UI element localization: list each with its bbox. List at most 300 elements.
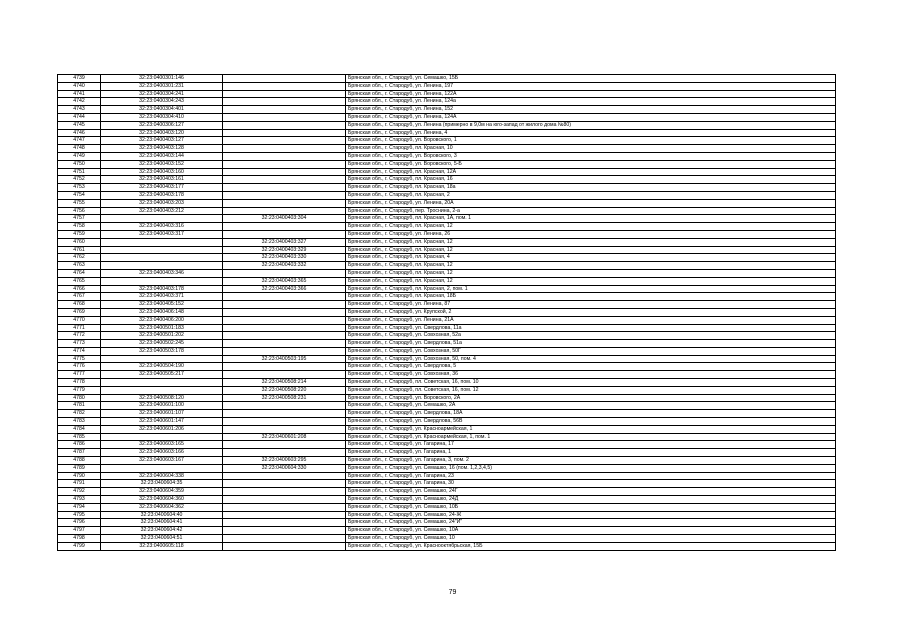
parent-cadastral-number-cell: 32:23:0400403:160 [101, 168, 223, 176]
object-cadastral-number-cell [223, 527, 346, 535]
table-row [58, 90, 836, 98]
table-row [58, 410, 836, 418]
row-number-cell: 4780 [58, 394, 101, 402]
object-cadastral-number-cell [223, 316, 346, 324]
parent-cadastral-number-cell: 32:23:0400605:118 [101, 542, 223, 550]
object-cadastral-number-cell [223, 121, 346, 129]
table-row [58, 386, 836, 394]
row-number-cell: 4793 [58, 496, 101, 504]
table-row [58, 215, 836, 223]
address-cell: Брянская обл., г. Стародуб, пл. Красная, 18а [346, 184, 836, 192]
parent-cadastral-number-cell: 32:23:0400508:120 [101, 394, 223, 402]
row-number-cell: 4743 [58, 106, 101, 114]
address-cell: Брянская обл., г. Стародуб, пл. Красная, 12 [346, 238, 836, 246]
object-cadastral-number-cell [223, 542, 346, 550]
row-number-cell: 4781 [58, 402, 101, 410]
parent-cadastral-number-cell: 32:23:0400604:51 [101, 535, 223, 543]
address-cell: Брянская обл., г. Стародуб, ул. Гагарина, 3, пом. 2 [346, 457, 836, 465]
table-row [58, 308, 836, 316]
address-cell: Брянская обл., г. Стародуб, пл. Красная, 16 [346, 176, 836, 184]
object-cadastral-number-cell: 32:23:0400503:195 [223, 355, 346, 363]
row-number-cell: 4745 [58, 121, 101, 129]
row-number-cell: 4740 [58, 82, 101, 90]
address-cell: Брянская обл., г. Стародуб, пл. Советская, 16, пом. 12 [346, 386, 836, 394]
table-row [58, 402, 836, 410]
parent-cadastral-number-cell [101, 464, 223, 472]
row-number-cell: 4783 [58, 418, 101, 426]
parent-cadastral-number-cell: 32:23:0400403:128 [101, 145, 223, 153]
object-cadastral-number-cell [223, 519, 346, 527]
address-cell: Брянская обл., г. Стародуб, ул. Ленина, 152 [346, 106, 836, 114]
parent-cadastral-number-cell: 32:23:0400403:316 [101, 223, 223, 231]
parent-cadastral-number-cell [101, 215, 223, 223]
object-cadastral-number-cell [223, 410, 346, 418]
row-number-cell: 4756 [58, 207, 101, 215]
table-row [58, 262, 836, 270]
row-number-cell: 4785 [58, 433, 101, 441]
object-cadastral-number-cell: 32:23:0400403:304 [223, 215, 346, 223]
table-row [58, 371, 836, 379]
row-number-cell: 4771 [58, 324, 101, 332]
parent-cadastral-number-cell: 32:23:0400601:107 [101, 410, 223, 418]
table-row [58, 472, 836, 480]
parent-cadastral-number-cell: 32:23:0400304:410 [101, 113, 223, 121]
table-row [58, 480, 836, 488]
object-cadastral-number-cell: 32:23:0400403:330 [223, 254, 346, 262]
address-cell: Брянская обл., г. Стародуб, ул. Воровского, 3 [346, 152, 836, 160]
address-cell: Брянская обл., г. Стародуб, пл. Красная, 12А [346, 168, 836, 176]
table-row [58, 340, 836, 348]
row-number-cell: 4761 [58, 246, 101, 254]
parent-cadastral-number-cell: 32:23:0400604:41 [101, 519, 223, 527]
row-number-cell: 4797 [58, 527, 101, 535]
row-number-cell: 4750 [58, 160, 101, 168]
parent-cadastral-number-cell: 32:23:0400403:178 [101, 285, 223, 293]
object-cadastral-number-cell [223, 441, 346, 449]
parent-cadastral-number-cell: 32:23:0400301:231 [101, 82, 223, 90]
table-row [58, 160, 836, 168]
address-cell: Брянская обл., г. Стародуб, ул. Ленина, 20А [346, 199, 836, 207]
table-row [58, 418, 836, 426]
address-cell: Брянская обл., г. Стародуб, ул. Красноармейская, 1, пом. 1 [346, 433, 836, 441]
object-cadastral-number-cell [223, 106, 346, 114]
parent-cadastral-number-cell: 32:23:0400304:243 [101, 98, 223, 106]
row-number-cell: 4748 [58, 145, 101, 153]
table-row [58, 199, 836, 207]
table-row [58, 184, 836, 192]
row-number-cell: 4760 [58, 238, 101, 246]
parent-cadastral-number-cell: 32:23:0400403:371 [101, 293, 223, 301]
address-cell: Брянская обл., г. Стародуб, ул. Ленина, 4 [346, 129, 836, 137]
address-cell: Брянская обл., г. Стародуб, ул. Ленина, 197 [346, 82, 836, 90]
address-cell: Брянская обл., г. Стародуб, ул. Гагарина, 23 [346, 472, 836, 480]
table-row [58, 230, 836, 238]
object-cadastral-number-cell [223, 371, 346, 379]
address-cell: Брянская обл., г. Стародуб, ул. Семашко, 16 (пом. 1,2,3,4,5) [346, 464, 836, 472]
row-number-cell: 4788 [58, 457, 101, 465]
object-cadastral-number-cell [223, 496, 346, 504]
row-number-cell: 4789 [58, 464, 101, 472]
table-row [58, 394, 836, 402]
parent-cadastral-number-cell: 32:23:0400406:200 [101, 316, 223, 324]
table-row [58, 301, 836, 309]
object-cadastral-number-cell [223, 301, 346, 309]
address-cell: Брянская обл., г. Стародуб, пл. Красная, 18Б [346, 293, 836, 301]
table-row [58, 542, 836, 550]
row-number-cell: 4751 [58, 168, 101, 176]
table-row [58, 347, 836, 355]
object-cadastral-number-cell: 32:23:0400403:365 [223, 277, 346, 285]
table-row [58, 457, 836, 465]
row-number-cell: 4755 [58, 199, 101, 207]
parent-cadastral-number-cell: 32:23:0400501:202 [101, 332, 223, 340]
address-cell: Брянская обл., г. Стародуб, ул. Ленина, 26 [346, 230, 836, 238]
table-row [58, 527, 836, 535]
table-row [58, 254, 836, 262]
parent-cadastral-number-cell [101, 277, 223, 285]
address-cell: Брянская обл., г. Стародуб, ул. Ленина, 124А [346, 113, 836, 121]
table-row [58, 324, 836, 332]
row-number-cell: 4791 [58, 480, 101, 488]
table-row [58, 113, 836, 121]
address-cell: Брянская обл., г. Стародуб, ул. Гагарина, 1 [346, 449, 836, 457]
object-cadastral-number-cell [223, 503, 346, 511]
parent-cadastral-number-cell: 32:23:0400403:346 [101, 269, 223, 277]
row-number-cell: 4773 [58, 340, 101, 348]
address-cell: Брянская обл., г. Стародуб, ул. Ленина, 87 [346, 301, 836, 309]
row-number-cell: 4741 [58, 90, 101, 98]
object-cadastral-number-cell: 32:23:0400403:329 [223, 246, 346, 254]
row-number-cell: 4775 [58, 355, 101, 363]
row-number-cell: 4798 [58, 535, 101, 543]
object-cadastral-number-cell [223, 145, 346, 153]
table-row [58, 137, 836, 145]
object-cadastral-number-cell [223, 511, 346, 519]
object-cadastral-number-cell [223, 269, 346, 277]
address-cell: Брянская обл., г. Стародуб, ул. Ленина (примерно в 9,0м на юго-запад от жилого дома №80) [346, 121, 836, 129]
object-cadastral-number-cell [223, 449, 346, 457]
row-number-cell: 4770 [58, 316, 101, 324]
address-cell: Брянская обл., г. Стародуб, ул. Семашко, 24-Ж [346, 511, 836, 519]
object-cadastral-number-cell [223, 308, 346, 316]
row-number-cell: 4795 [58, 511, 101, 519]
parent-cadastral-number-cell: 32:23:0400604:40 [101, 511, 223, 519]
address-cell: Брянская обл., г. Стародуб, ул. Свердлова, 11а [346, 324, 836, 332]
row-number-cell: 4787 [58, 449, 101, 457]
object-cadastral-number-cell [223, 347, 346, 355]
address-cell: Брянская обл., г. Стародуб, ул. Семашко, 10А [346, 527, 836, 535]
table-row [58, 535, 836, 543]
parent-cadastral-number-cell: 32:23:0400604:338 [101, 472, 223, 480]
object-cadastral-number-cell: 32:23:0400604:330 [223, 464, 346, 472]
address-cell: Брянская обл., г. Стародуб, ул. Свердлова, 18А [346, 410, 836, 418]
table-row [58, 106, 836, 114]
address-cell: Брянская обл., г. Стародуб, ул. Красноармейская, 1 [346, 425, 836, 433]
row-number-cell: 4776 [58, 363, 101, 371]
parent-cadastral-number-cell: 32:23:0400502:245 [101, 340, 223, 348]
table-row [58, 433, 836, 441]
address-cell: Брянская обл., г. Стародуб, ул. Воровского, 5-Б [346, 160, 836, 168]
parent-cadastral-number-cell [101, 433, 223, 441]
row-number-cell: 4766 [58, 285, 101, 293]
row-number-cell: 4765 [58, 277, 101, 285]
table-row [58, 355, 836, 363]
table-row [58, 129, 836, 137]
object-cadastral-number-cell [223, 168, 346, 176]
object-cadastral-number-cell: 32:23:0400403:327 [223, 238, 346, 246]
table-row [58, 246, 836, 254]
row-number-cell: 4799 [58, 542, 101, 550]
object-cadastral-number-cell: 32:23:0400508:231 [223, 394, 346, 402]
address-cell: Брянская обл., г. Стародуб, ул. Совхозная, 36 [346, 371, 836, 379]
address-cell: Брянская обл., г. Стародуб, ул. Ленина, 124а [346, 98, 836, 106]
table-row [58, 503, 836, 511]
row-number-cell: 4772 [58, 332, 101, 340]
object-cadastral-number-cell [223, 418, 346, 426]
object-cadastral-number-cell [223, 332, 346, 340]
row-number-cell: 4754 [58, 191, 101, 199]
object-cadastral-number-cell [223, 293, 346, 301]
parent-cadastral-number-cell: 32:23:0400403:317 [101, 230, 223, 238]
parent-cadastral-number-cell: 32:23:0400403:127 [101, 137, 223, 145]
address-cell: Брянская обл., г. Стародуб, ул. Ленина, 21А [346, 316, 836, 324]
address-cell: Брянская обл., г. Стародуб, пл. Красная, 12 [346, 246, 836, 254]
parent-cadastral-number-cell [101, 386, 223, 394]
object-cadastral-number-cell [223, 90, 346, 98]
table-row [58, 223, 836, 231]
table-row [58, 316, 836, 324]
table-row [58, 238, 836, 246]
address-cell: Брянская обл., г. Стародуб, ул. Свердлова, 56В [346, 418, 836, 426]
row-number-cell: 4764 [58, 269, 101, 277]
registry-table [57, 74, 836, 551]
row-number-cell: 4759 [58, 230, 101, 238]
object-cadastral-number-cell: 32:23:0400508:220 [223, 386, 346, 394]
row-number-cell: 4742 [58, 98, 101, 106]
row-number-cell: 4739 [58, 75, 101, 83]
address-cell: Брянская обл., г. Стародуб, ул. Семашко, 24Г [346, 488, 836, 496]
object-cadastral-number-cell [223, 98, 346, 106]
parent-cadastral-number-cell [101, 238, 223, 246]
row-number-cell: 4749 [58, 152, 101, 160]
parent-cadastral-number-cell: 32:23:0400403:144 [101, 152, 223, 160]
table-row [58, 332, 836, 340]
table-row [58, 449, 836, 457]
parent-cadastral-number-cell: 32:23:0400306:127 [101, 121, 223, 129]
parent-cadastral-number-cell: 32:23:0400601:100 [101, 402, 223, 410]
table-row [58, 191, 836, 199]
object-cadastral-number-cell [223, 82, 346, 90]
row-number-cell: 4762 [58, 254, 101, 262]
parent-cadastral-number-cell: 32:23:0400403:161 [101, 176, 223, 184]
parent-cadastral-number-cell: 32:23:0400403:203 [101, 199, 223, 207]
address-cell: Брянская обл., г. Стародуб, ул. Семашко, 2А [346, 402, 836, 410]
object-cadastral-number-cell [223, 480, 346, 488]
object-cadastral-number-cell [223, 191, 346, 199]
address-cell: Брянская обл., г. Стародуб, пл. Красная, 12 [346, 277, 836, 285]
table-row [58, 425, 836, 433]
parent-cadastral-number-cell: 32:23:0400505:217 [101, 371, 223, 379]
address-cell: Брянская обл., г. Стародуб, пл. Красная, 1А, пом. 1 [346, 215, 836, 223]
parent-cadastral-number-cell: 32:23:0400503:178 [101, 347, 223, 355]
address-cell: Брянская обл., г. Стародуб, пл. Красная, 2, пом. 1 [346, 285, 836, 293]
parent-cadastral-number-cell: 32:23:0400604:359 [101, 488, 223, 496]
parent-cadastral-number-cell: 32:23:0400403:177 [101, 184, 223, 192]
address-cell: Брянская обл., г. Стародуб, ул. Семашко, 24"И" [346, 519, 836, 527]
address-cell: Брянская обл., г. Стародуб, ул. Гагарина, 17 [346, 441, 836, 449]
row-number-cell: 4758 [58, 223, 101, 231]
object-cadastral-number-cell: 32:23:0400603:295 [223, 457, 346, 465]
parent-cadastral-number-cell [101, 379, 223, 387]
address-cell: Брянская обл., г. Стародуб, ул. Свердлова, 51а [346, 340, 836, 348]
row-number-cell: 4769 [58, 308, 101, 316]
address-cell: Брянская обл., г. Стародуб, ул. Совхозная, 52а [346, 332, 836, 340]
object-cadastral-number-cell: 32:23:0400508:214 [223, 379, 346, 387]
parent-cadastral-number-cell: 32:23:0400601:206 [101, 425, 223, 433]
object-cadastral-number-cell [223, 402, 346, 410]
object-cadastral-number-cell: 32:23:0400601:208 [223, 433, 346, 441]
address-cell: Брянская обл., г. Стародуб, ул. Семашко, 24Д [346, 496, 836, 504]
object-cadastral-number-cell [223, 324, 346, 332]
table-row [58, 496, 836, 504]
address-cell: Брянская обл., г. Стародуб, пл. Красная, 12 [346, 223, 836, 231]
object-cadastral-number-cell [223, 129, 346, 137]
address-cell: Брянская обл., г. Стародуб, ул. Ленина, 122А [346, 90, 836, 98]
object-cadastral-number-cell [223, 340, 346, 348]
parent-cadastral-number-cell: 32:23:0400603:166 [101, 449, 223, 457]
address-cell: Брянская обл., г. Стародуб, пл. Красная, 12 [346, 262, 836, 270]
object-cadastral-number-cell [223, 472, 346, 480]
object-cadastral-number-cell [223, 160, 346, 168]
address-cell: Брянская обл., г. Стародуб, ул. Совхозная, 50Г [346, 347, 836, 355]
table-row [58, 379, 836, 387]
table-row [58, 152, 836, 160]
parent-cadastral-number-cell [101, 355, 223, 363]
address-cell: Брянская обл., г. Стародуб, пер. Троснина, 2-а [346, 207, 836, 215]
row-number-cell: 4779 [58, 386, 101, 394]
row-number-cell: 4763 [58, 262, 101, 270]
object-cadastral-number-cell [223, 535, 346, 543]
address-cell: Брянская обл., г. Стародуб, ул. Воровского, 2А [346, 394, 836, 402]
row-number-cell: 4782 [58, 410, 101, 418]
row-number-cell: 4768 [58, 301, 101, 309]
parent-cadastral-number-cell [101, 246, 223, 254]
address-cell: Брянская обл., г. Стародуб, ул. Гагарина, 30 [346, 480, 836, 488]
object-cadastral-number-cell [223, 488, 346, 496]
parent-cadastral-number-cell: 32:23:0400604:360 [101, 496, 223, 504]
parent-cadastral-number-cell [101, 262, 223, 270]
parent-cadastral-number-cell: 32:23:0400403:212 [101, 207, 223, 215]
object-cadastral-number-cell [223, 184, 346, 192]
address-cell: Брянская обл., г. Стародуб, ул. Совхозная, 50, пом. 4 [346, 355, 836, 363]
table-row [58, 168, 836, 176]
parent-cadastral-number-cell: 32:23:0400604:362 [101, 503, 223, 511]
object-cadastral-number-cell [223, 363, 346, 371]
table-row [58, 488, 836, 496]
table-row [58, 207, 836, 215]
object-cadastral-number-cell [223, 230, 346, 238]
address-cell: Брянская обл., г. Стародуб, пл. Красная, 12 [346, 269, 836, 277]
parent-cadastral-number-cell: 32:23:0400403:120 [101, 129, 223, 137]
object-cadastral-number-cell: 32:23:0400403:366 [223, 285, 346, 293]
parent-cadastral-number-cell: 32:23:0400406:148 [101, 308, 223, 316]
row-number-cell: 4794 [58, 503, 101, 511]
parent-cadastral-number-cell: 32:23:0400504:190 [101, 363, 223, 371]
parent-cadastral-number-cell [101, 254, 223, 262]
page-number: 79 [448, 589, 457, 596]
table-row [58, 269, 836, 277]
row-number-cell: 4767 [58, 293, 101, 301]
row-number-cell: 4792 [58, 488, 101, 496]
address-cell: Брянская обл., г. Стародуб, пл. Советская, 16, пом. 10 [346, 379, 836, 387]
row-number-cell: 4790 [58, 472, 101, 480]
table-row [58, 293, 836, 301]
table-row [58, 82, 836, 90]
table-row [58, 145, 836, 153]
registry-table-body [58, 75, 836, 551]
row-number-cell: 4746 [58, 129, 101, 137]
object-cadastral-number-cell [223, 207, 346, 215]
row-number-cell: 4774 [58, 347, 101, 355]
object-cadastral-number-cell [223, 152, 346, 160]
table-row [58, 277, 836, 285]
parent-cadastral-number-cell: 32:23:0400403:178 [101, 191, 223, 199]
parent-cadastral-number-cell: 32:23:0400603:165 [101, 441, 223, 449]
address-cell: Брянская обл., г. Стародуб, пл. Красная, 2 [346, 191, 836, 199]
parent-cadastral-number-cell: 32:23:0400405:152 [101, 301, 223, 309]
row-number-cell: 4757 [58, 215, 101, 223]
parent-cadastral-number-cell: 32:23:0400301:146 [101, 75, 223, 83]
address-cell: Брянская обл., г. Стародуб, ул. Крупской, 2 [346, 308, 836, 316]
address-cell: Брянская обл., г. Стародуб, пл. Красная, 10 [346, 145, 836, 153]
row-number-cell: 4777 [58, 371, 101, 379]
table-row [58, 285, 836, 293]
table-row [58, 121, 836, 129]
row-number-cell: 4752 [58, 176, 101, 184]
row-number-cell: 4778 [58, 379, 101, 387]
table-row [58, 75, 836, 83]
object-cadastral-number-cell [223, 176, 346, 184]
parent-cadastral-number-cell: 32:23:0400501:183 [101, 324, 223, 332]
object-cadastral-number-cell [223, 137, 346, 145]
row-number-cell: 4786 [58, 441, 101, 449]
address-cell: Брянская обл., г. Стародуб, ул. Краснооктябрьская, 15Б [346, 542, 836, 550]
row-number-cell: 4747 [58, 137, 101, 145]
object-cadastral-number-cell: 32:23:0400403:332 [223, 262, 346, 270]
address-cell: Брянская обл., г. Стародуб, пл. Красная, 4 [346, 254, 836, 262]
object-cadastral-number-cell [223, 113, 346, 121]
table-row [58, 519, 836, 527]
row-number-cell: 4744 [58, 113, 101, 121]
object-cadastral-number-cell [223, 199, 346, 207]
row-number-cell: 4796 [58, 519, 101, 527]
parent-cadastral-number-cell: 32:23:0400304:401 [101, 106, 223, 114]
row-number-cell: 4753 [58, 184, 101, 192]
table-row [58, 441, 836, 449]
parent-cadastral-number-cell: 32:23:0400604:42 [101, 527, 223, 535]
row-number-cell: 4784 [58, 425, 101, 433]
address-cell: Брянская обл., г. Стародуб, ул. Семашко, 10Б [346, 503, 836, 511]
object-cadastral-number-cell [223, 223, 346, 231]
object-cadastral-number-cell [223, 75, 346, 83]
address-cell: Брянская обл., г. Стародуб, ул. Семашко, 10 [346, 535, 836, 543]
table-row [58, 363, 836, 371]
address-cell: Брянская обл., г. Стародуб, ул. Семашко, 15Б [346, 75, 836, 83]
parent-cadastral-number-cell: 32:23:0400603:167 [101, 457, 223, 465]
parent-cadastral-number-cell: 32:23:0400604:35 [101, 480, 223, 488]
parent-cadastral-number-cell: 32:23:0400304:241 [101, 90, 223, 98]
table-row [58, 511, 836, 519]
